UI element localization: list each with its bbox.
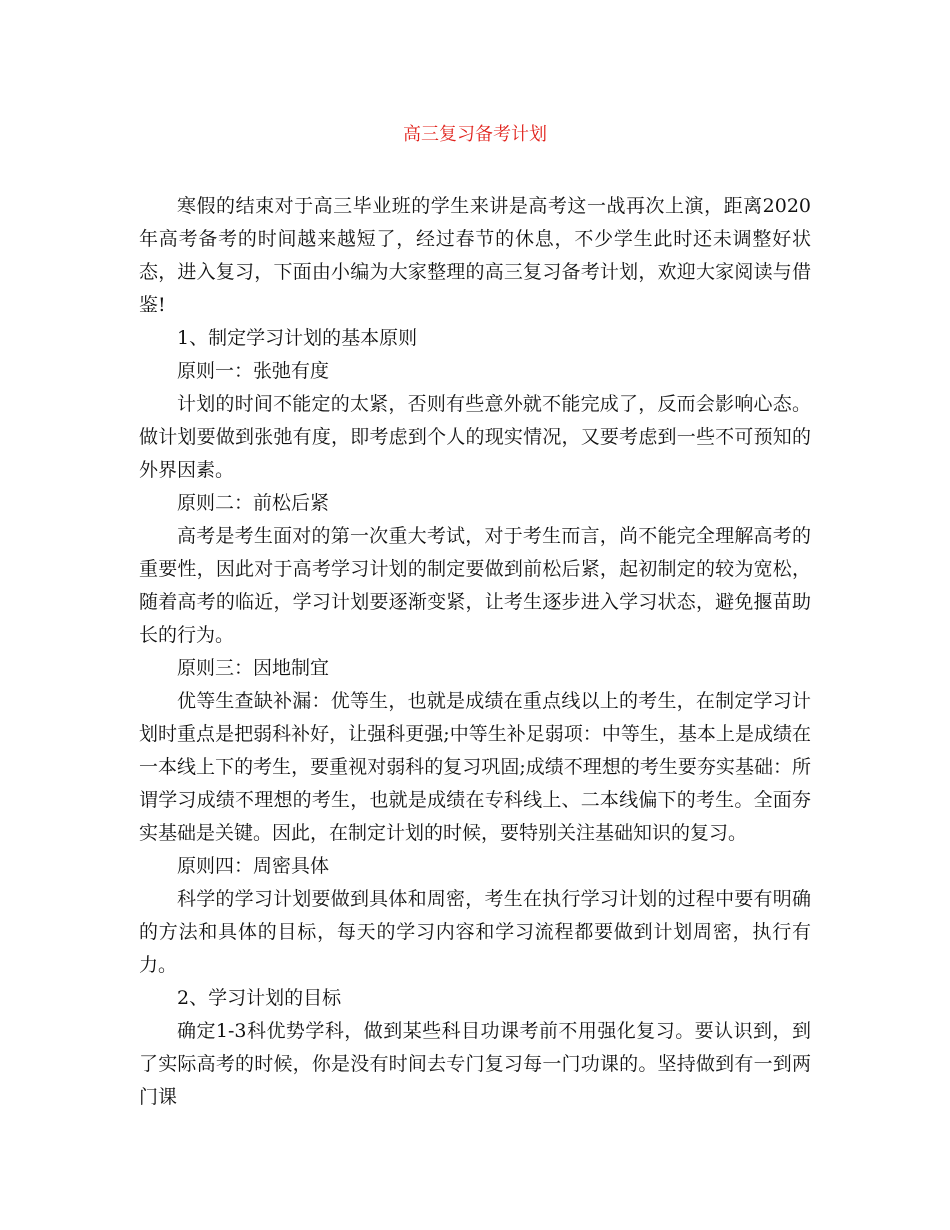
principle-2-heading: 原则二：前松后紧	[177, 492, 330, 514]
section-heading-1: 1、制定学习计划的基本原则	[177, 327, 418, 349]
section-heading-2: 2、学习计划的目标	[177, 987, 342, 1009]
document-body	[139, 190, 811, 1114]
intro-paragraph: 寒假的结束对于高三毕业班的学生来讲是高考这一战再次上演，距离2020年高考备考的时间越来越短了，经过春节的休息，不少学生此时还未调整好状态，进入复习，下面由小编为大家整理的高三复习备考计划，欢迎大家阅读与借鉴!	[139, 195, 811, 316]
principle-4-paragraph: 科学的学习计划要做到具体和周密，考生在执行学习计划的过程中要有明确的方法和具体的目标，每天的学习内容和学习流程都要做到计划周密，执行有力。	[139, 888, 811, 976]
goal-paragraph: 确定1-3科优势学科，做到某些科目功课考前不用强化复习。要认识到，到了实际高考的时候，你是没有时间去专门复习每一门功课的。坚持做到有一到两门课	[139, 1020, 811, 1108]
principle-3-paragraph: 优等生查缺补漏：优等生，也就是成绩在重点线以上的考生，在制定学习计划时重点是把弱科补好，让强科更强;中等生补足弱项：中等生，基本上是成绩在一本线上下的考生，要重视对弱科的复习巩固;成绩不理想的考生要夯实基础：所谓学习成绩不理想的考生，也就是成绩在专科线上、二本线偏下的考生。全面夯实基础是关键。因此，在制定计划的时候，要特别关注基础知识的复习。	[139, 690, 811, 844]
principle-3-heading: 原则三：因地制宜	[177, 657, 330, 679]
document-title: 高三复习备考计划	[403, 124, 547, 145]
principle-1-paragraph: 计划的时间不能定的太紧，否则有些意外就不能完成了，反而会影响心态。做计划要做到张弛有度，即考虑到个人的现实情况，又要考虑到一些不可预知的外界因素。	[139, 393, 811, 481]
document-page	[139, 0, 811, 1230]
principle-2-paragraph: 高考是考生面对的第一次重大考试，对于考生而言，尚不能完全理解高考的重要性，因此对于高考学习计划的制定要做到前松后紧，起初制定的较为宽松，随着高考的临近，学习计划要逐渐变紧，让考生逐步进入学习状态，避免揠苗助长的行为。	[139, 525, 811, 646]
principle-1-heading: 原则一：张弛有度	[177, 360, 330, 382]
principle-4-heading: 原则四：周密具体	[177, 855, 330, 877]
